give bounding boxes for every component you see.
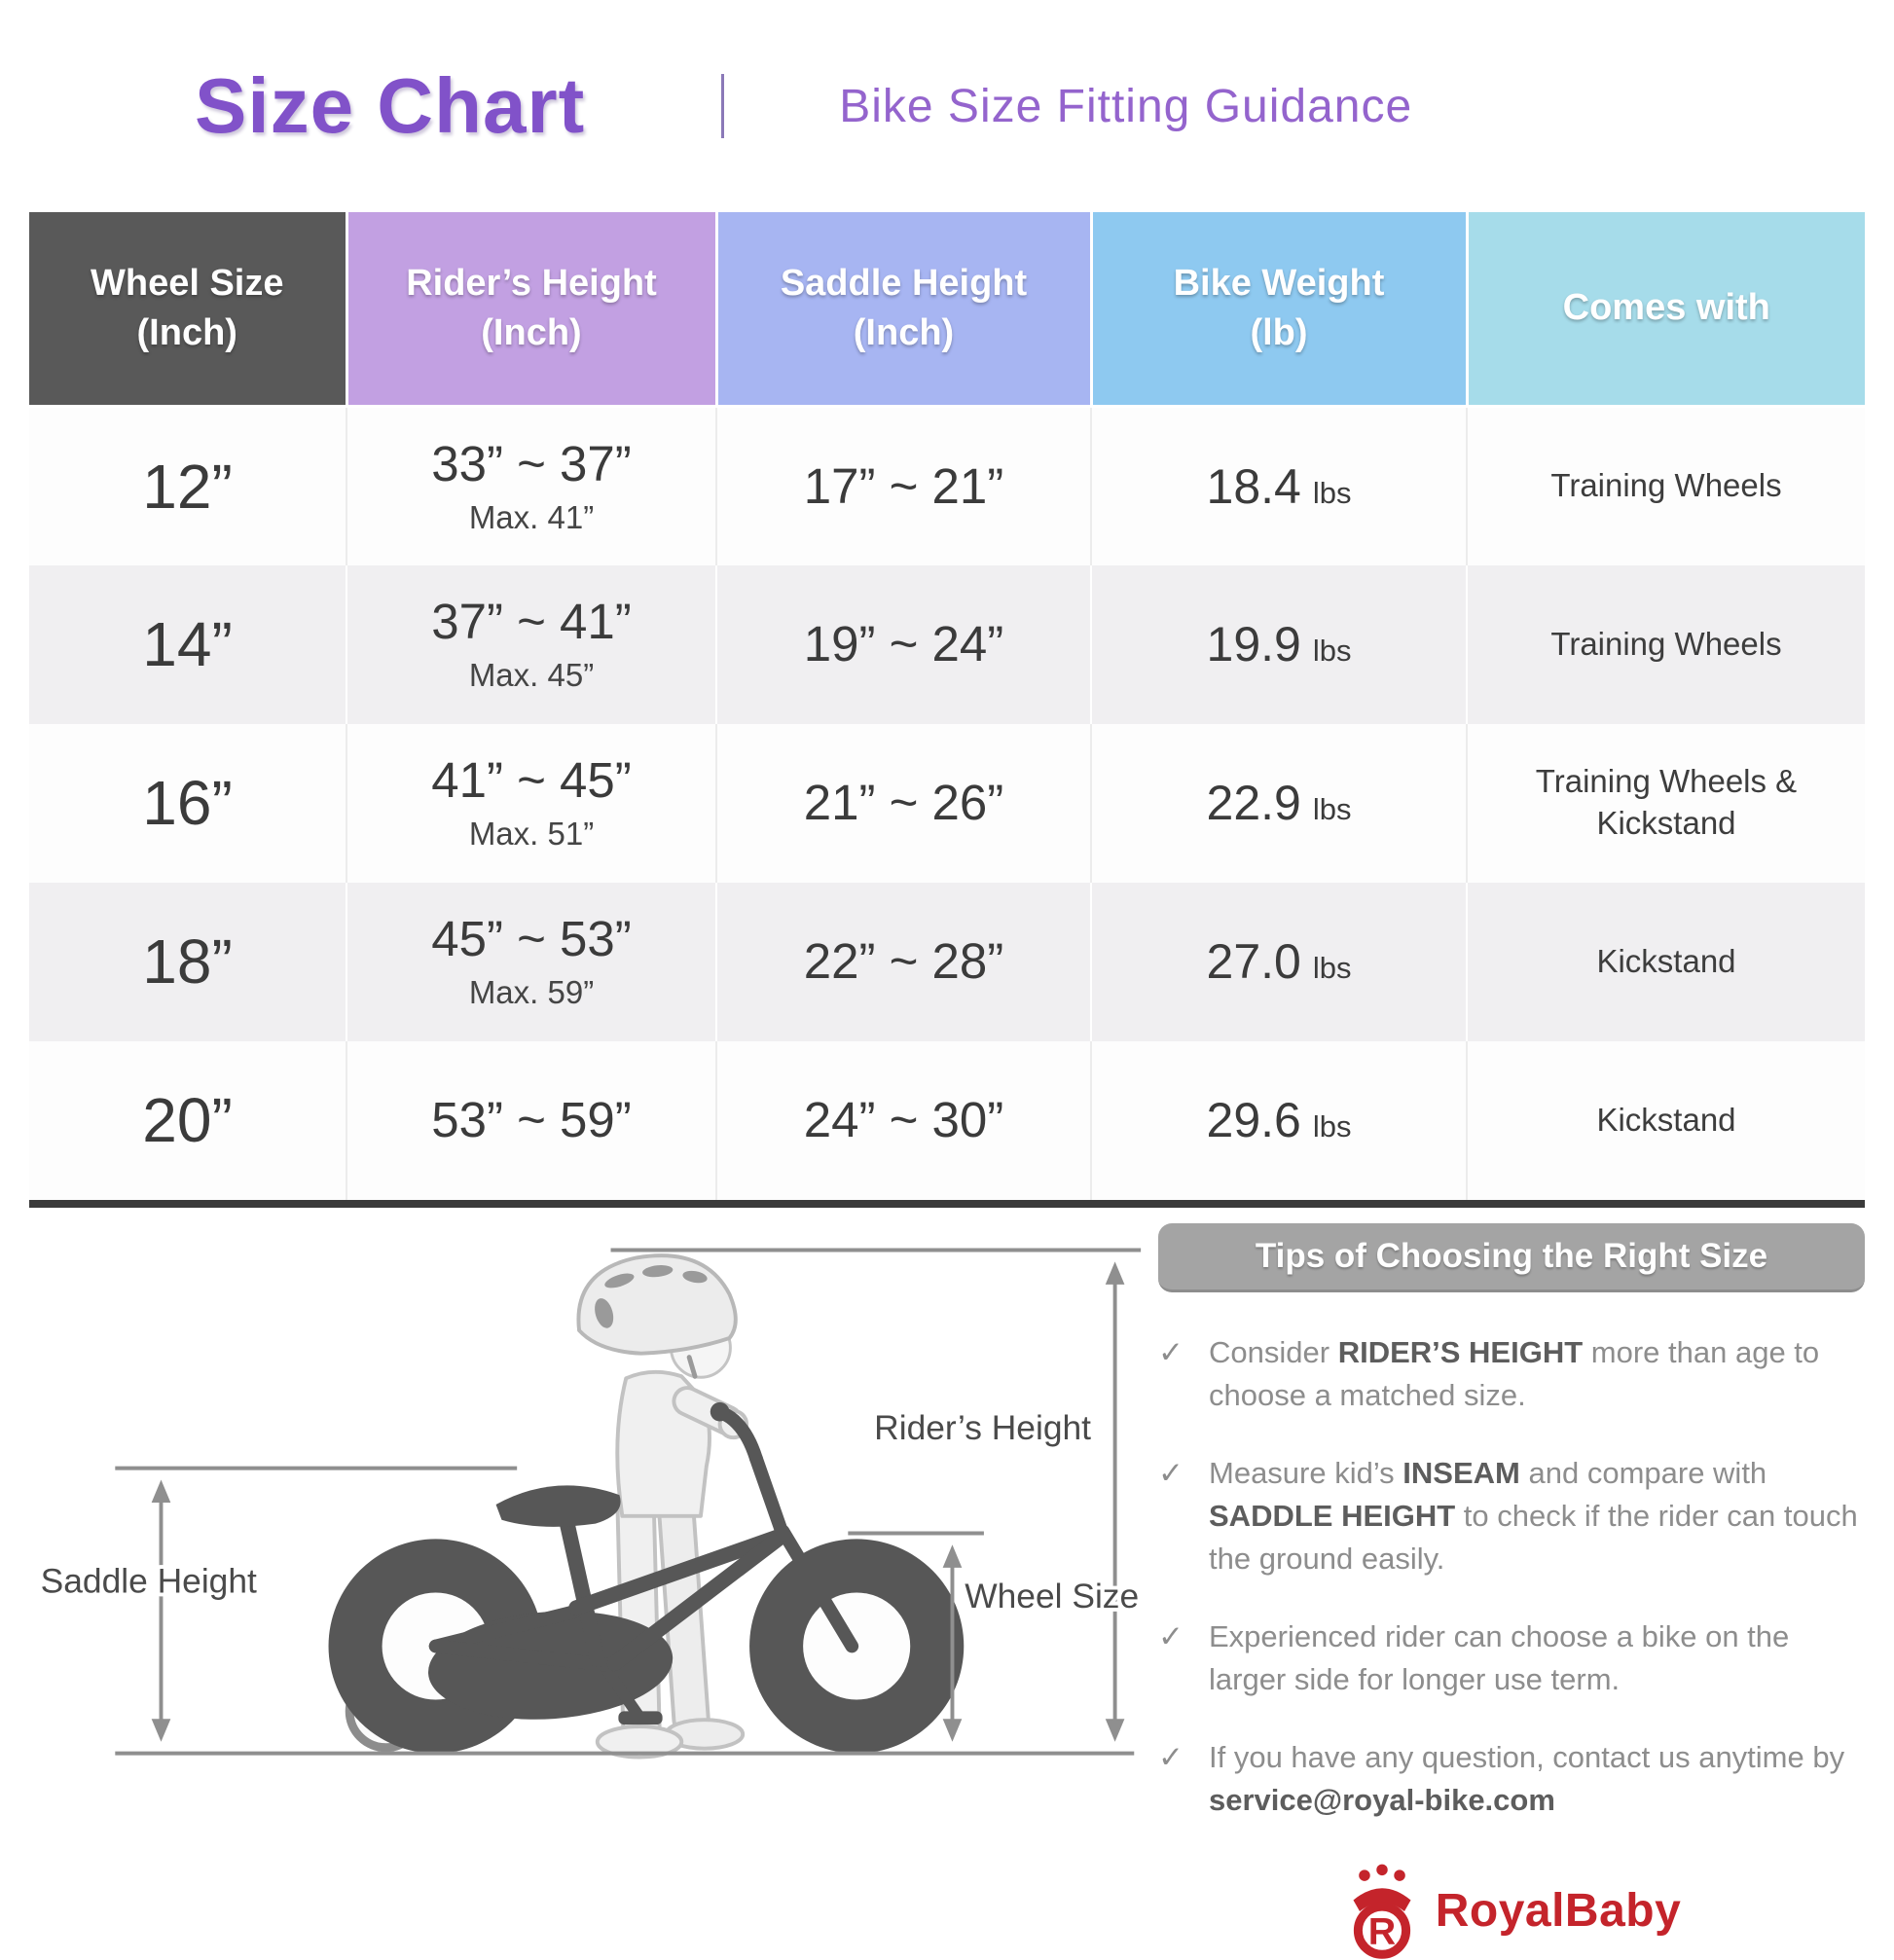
tip-text: Experienced rider can choose a bike on the larger side for longer use term. (1209, 1618, 1790, 1696)
table-row (29, 1041, 1865, 1200)
comes-with-value: Training Wheels & Kickstand (1535, 763, 1798, 841)
diagram-svg (19, 1217, 1148, 1849)
rider-height-max: Max. 41” (468, 498, 595, 535)
comes-with-value: Kickstand (1596, 942, 1736, 979)
rider-height-range: 41” ~ 45” (431, 751, 632, 808)
saddle-height-range: 22” ~ 28” (803, 932, 1004, 989)
tip-item (1158, 1615, 1865, 1701)
check-icon: ✓ (1158, 1334, 1184, 1369)
bike-fitting-diagram (19, 1217, 1148, 1854)
saddle-height-range: 21” ~ 26” (803, 774, 1004, 830)
tip-item (1158, 1736, 1865, 1822)
title-separator (721, 74, 724, 138)
table-row (29, 724, 1865, 883)
bike-weight-value: 22.9 (1206, 776, 1301, 830)
bike-weight-value: 29.6 (1206, 1093, 1301, 1147)
table-header-row (29, 212, 1865, 407)
col-header-riders-height: Rider’s Height (Inch) (346, 212, 716, 407)
table-row (29, 883, 1865, 1041)
tips-heading: Tips of Choosing the Right Size (1158, 1223, 1865, 1292)
check-icon: ✓ (1158, 1739, 1184, 1774)
bike-weight-value: 27.0 (1206, 934, 1301, 989)
table-row (29, 565, 1865, 724)
page-subtitle: Bike Size Fitting Guidance (839, 80, 1413, 132)
brand-name: RoyalBaby (1435, 1885, 1682, 1938)
wheel-size-value: 14” (142, 609, 233, 679)
rider-height-range: 33” ~ 37” (431, 435, 632, 491)
bike-weight-unit: lbs (1312, 634, 1352, 668)
tip-text: If you have any question, contact us anytime by service@royal-bike.com (1209, 1739, 1845, 1817)
tips-list (1158, 1331, 1865, 1822)
check-icon: ✓ (1158, 1455, 1184, 1490)
rider-height-range: 37” ~ 41” (431, 593, 632, 649)
bike-weight-unit: lbs (1312, 475, 1352, 510)
svg-text:R: R (1367, 1909, 1396, 1953)
tips-panel (1158, 1223, 1865, 1960)
brand-logo (1158, 1863, 1865, 1960)
riders-height-label: Rider’s Height (874, 1408, 1092, 1447)
rider-height-max: Max. 45” (468, 657, 595, 694)
rider-height-range: 45” ~ 53” (431, 910, 632, 966)
rider-height-range: 53” ~ 59” (431, 1091, 632, 1147)
saddle-height-range: 24” ~ 30” (803, 1091, 1004, 1147)
page-title: Size Chart (195, 62, 586, 149)
wheel-size-label: Wheel Size (965, 1577, 1140, 1615)
section-divider (29, 1200, 1865, 1208)
tip-item (1158, 1331, 1865, 1417)
wheel-size-value: 16” (142, 768, 233, 838)
rider-height-max: Max. 59” (468, 974, 595, 1011)
royalbaby-crown-icon (1342, 1863, 1422, 1960)
bike-weight-unit: lbs (1312, 1109, 1352, 1143)
table-row (29, 407, 1865, 565)
saddle-height-label: Saddle Height (40, 1561, 257, 1600)
col-header-wheel-size: Wheel Size (Inch) (29, 212, 346, 407)
bottom-section (0, 1208, 1894, 1960)
wheel-size-value: 18” (142, 926, 233, 997)
rider-height-max: Max. 51” (468, 816, 595, 853)
tip-item (1158, 1452, 1865, 1580)
wheel-size-value: 12” (142, 451, 233, 522)
wheel-size-value: 20” (142, 1085, 233, 1155)
comes-with-value: Training Wheels (1550, 625, 1782, 662)
col-header-bike-weight: Bike Weight (lb) (1091, 212, 1467, 407)
bike-weight-value: 19.9 (1206, 617, 1301, 671)
tip-text: Measure kid’s INSEAM and compare with SADDLE HEIGHT to check if the rider can touch the ground easily. (1209, 1455, 1858, 1576)
comes-with-value: Training Wheels (1550, 467, 1782, 504)
col-header-saddle-height: Saddle Height (Inch) (716, 212, 1091, 407)
bike-weight-unit: lbs (1312, 792, 1352, 826)
saddle-height-range: 19” ~ 24” (803, 615, 1004, 671)
saddle-height-range: 17” ~ 21” (803, 457, 1004, 514)
tip-text: Consider RIDER’S HEIGHT more than age to choose a matched size. (1209, 1334, 1820, 1412)
page-header (0, 0, 1894, 212)
size-table (29, 212, 1865, 1200)
comes-with-value: Kickstand (1596, 1101, 1736, 1138)
col-header-comes-with: Comes with (1467, 212, 1865, 407)
bike-weight-unit: lbs (1312, 951, 1352, 985)
check-icon: ✓ (1158, 1618, 1184, 1653)
bike-weight-value: 18.4 (1206, 458, 1301, 514)
